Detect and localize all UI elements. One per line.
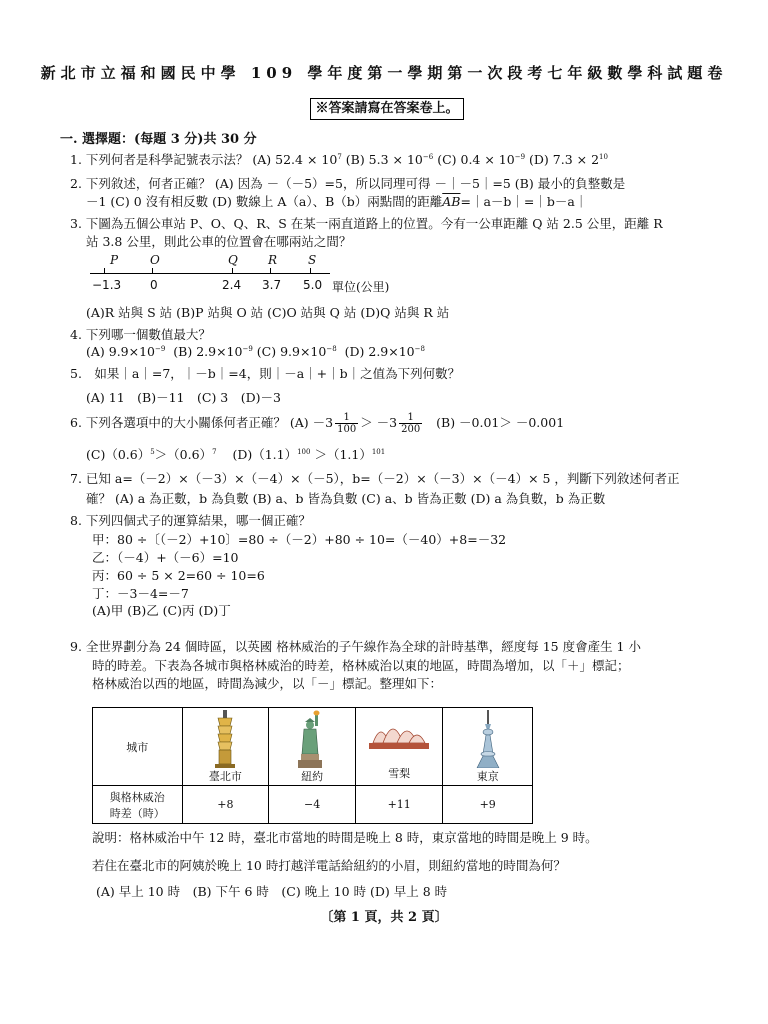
- q6-option-b: (B) －0.01＞ －0.001: [436, 415, 565, 430]
- city-cell-sydney: [355, 708, 442, 786]
- q9-line-2: 時的時差。下表為各城市與格林威治的時差，格林威治以東的地區，時間為增加，以「＋」標記；: [92, 658, 630, 673]
- question-1: [70, 150, 608, 168]
- city-name-newyork: 紐約: [301, 769, 324, 783]
- section-heading: 一. 選擇題：(每題 3 分)共 30 分: [60, 132, 257, 147]
- tick-r: [270, 268, 271, 274]
- q1-option-c: (C) $0.4 \times 10^{-9}$: [437, 152, 526, 167]
- city-cell-newyork: [269, 708, 356, 786]
- q6-line-2: [86, 445, 385, 463]
- tokyo-tower-icon: [443, 710, 532, 768]
- q9-line-3: 格林威治以西的地區，時間為減少，以「－」標記。整理如下：: [92, 676, 443, 691]
- city-name-taipei: 臺北市: [208, 769, 242, 783]
- q6-option-d: $(D)(1.1)^{100} >(1.1)^{101}$: [232, 447, 386, 462]
- q3-line-2: 站 3.8 公里，則此公車的位置會在哪兩站之間？: [86, 234, 352, 249]
- q1-option-d: (D) $7.3 \times 2^{10}$: [529, 152, 608, 167]
- timezone-table: [92, 707, 533, 824]
- city-cell-tokyo: [443, 708, 533, 786]
- q4-option-d: (D) $2.9\times 10^{-8}$: [344, 344, 425, 359]
- q1-option-b: (B) $5.3 \times 10^{-6}$: [345, 152, 434, 167]
- tick-q: [232, 268, 233, 274]
- q8-item-1: 甲：80 ÷〔（－2）+10〕=80 ÷（－2）+80 ÷ 10=（－40）+8=－32: [92, 532, 507, 547]
- q8-item-4: 丁：－3－4=－7: [92, 586, 189, 601]
- tick-p: [104, 268, 105, 274]
- diff-sydney: +11: [355, 786, 442, 824]
- q1-option-a: (A) $52.4 \times 10^7$: [252, 152, 342, 167]
- q4-stem: 4. 下列哪一個數值最大？: [70, 327, 211, 342]
- number-line-axis: [90, 273, 330, 274]
- station-value-s: 5.0: [303, 278, 323, 292]
- table-header-city: 城市: [93, 708, 183, 786]
- q4-options: [86, 344, 425, 359]
- station-label-q: Q: [228, 253, 238, 267]
- diff-newyork: −4: [269, 786, 356, 824]
- station-value-o: 0: [150, 278, 158, 292]
- q5-stem: 5. 如果｜a｜=7，｜－b｜=4，則｜－a｜+｜b｜之值為下列何數？: [70, 366, 461, 381]
- q8-options: (A)甲 (B)乙 (C)丙 (D)丁: [92, 603, 231, 618]
- table-row-label: 與格林威治 時差（時）: [93, 786, 183, 824]
- q6-option-c: $(C)(0.6)^5>(0.6)^7$: [86, 447, 217, 462]
- q3-line-1: 3. 下圖為五個公車站 P、O、Q、R、S 在某一兩直道路上的位置。今有一公車距離 Q 站 2.5 公里，距離 R: [70, 216, 663, 231]
- diff-taipei: +8: [182, 786, 269, 824]
- q7-line-2: 確？ (A) a 為正數，b 為負數 (B) a、b 皆為負數 (C) a、b 皆為正數 (D) a 為負數，b 為正數: [86, 491, 606, 506]
- station-value-p: −1.3: [92, 278, 122, 292]
- page-title: 新北市立福和國民中學 109 學年度第一學期第一次段考七年級數學科試題卷: [40, 64, 728, 82]
- q4-option-a: (A) $9.9\times 10^{-9}$: [86, 344, 166, 359]
- city-name-tokyo: 東京: [476, 769, 499, 783]
- station-label-s: S: [308, 253, 317, 267]
- q9-explanation: 說明：格林威治中午 12 時，臺北市當地的時間是晚上 8 時，東京當地的時間是晚上 9 時。: [92, 830, 598, 845]
- q2-line-1: 2. 下列敘述，何者正確？ (A) 因為 －（－5）=5，所以同理可得 －｜－5｜=5 (B) 最小的負整數是: [70, 176, 626, 191]
- q4-option-c: (C) $9.9\times 10^{-8}$: [256, 344, 337, 359]
- q8-item-3: 丙：60 ÷ 5 × 2=60 ÷ 10=6: [92, 568, 265, 583]
- q2-line-2: －1 (C) 0 沒有相反數 (D) 數線上 A（a）、B（b）兩點間的距離$\overline{AB}=|a-b|=|b-a|$: [86, 194, 588, 209]
- city-name-sydney: 雪梨: [388, 766, 411, 780]
- answer-notice: ※答案請寫在答案卷上。: [310, 98, 464, 120]
- q9-options: (A) 早上 10 時 (B) 下午 6 時 (C) 晚上 10 時 (D) 早上 8 時: [96, 884, 448, 899]
- q8-stem: 8. 下列四個式子的運算結果，哪一個正確？: [70, 513, 311, 528]
- opera-house-icon: [356, 713, 442, 753]
- tick-o: [152, 268, 153, 274]
- fraction-1-200: $\frac{1}{200}$: [401, 412, 421, 435]
- q4-option-b: (B) $2.9\times 10^{-9}$: [173, 344, 253, 359]
- q6-line-1: 6. 下列各選項中的大小關係何者正確？ (A) －3 $\frac{1}{100}$ ＞ －3 $\frac{1}{200}$ (B) －0.01＞ －0.001: [70, 412, 565, 435]
- station-label-p: P: [110, 253, 119, 267]
- taipei-101-icon: [183, 710, 269, 768]
- q7-line-1: 7. 已知 a=（－2）×（－3）×（－4）×（－5），b=（－2）×（－3）×（－4）× 5 ，判斷下列敘述何者正: [70, 471, 680, 486]
- station-value-r: 3.7: [262, 278, 282, 292]
- q1-stem: 1. 下列何者是科學記號表示法？: [70, 152, 249, 167]
- q9-line-1: 9. 全世界劃分為 24 個時區，以英國 格林威治的子午線作為全球的計時基準，經度每 15 度會產生 1 小: [70, 639, 641, 654]
- unit-label: 單位(公里): [332, 280, 390, 294]
- station-value-q: 2.4: [222, 278, 242, 292]
- station-label-r: R: [268, 253, 278, 267]
- segment-ab: $\overline{AB}$: [442, 194, 461, 209]
- diff-tokyo: +9: [443, 786, 533, 824]
- statue-of-liberty-icon: [269, 710, 355, 768]
- q5-options: (A) 11 (B)－11 (C) 3 (D)－3: [86, 390, 281, 405]
- station-label-o: O: [150, 253, 160, 267]
- tick-s: [310, 268, 311, 274]
- city-cell-taipei: [182, 708, 269, 786]
- fraction-1-100: $\frac{1}{100}$: [337, 412, 357, 435]
- q8-item-2: 乙：（－4）+（－6）=10: [92, 550, 239, 565]
- q9-question: 若住在臺北市的阿姨於晚上 10 時打越洋電話給紐約的小眉，則紐約當地的時間為何？: [92, 858, 566, 873]
- q3-options: (A)R 站與 S 站 (B)P 站與 O 站 (C)O 站與 Q 站 (D)Q 站與 R 站: [86, 305, 450, 320]
- page-footer: 〔第 1 頁，共 2 頁〕: [320, 910, 448, 925]
